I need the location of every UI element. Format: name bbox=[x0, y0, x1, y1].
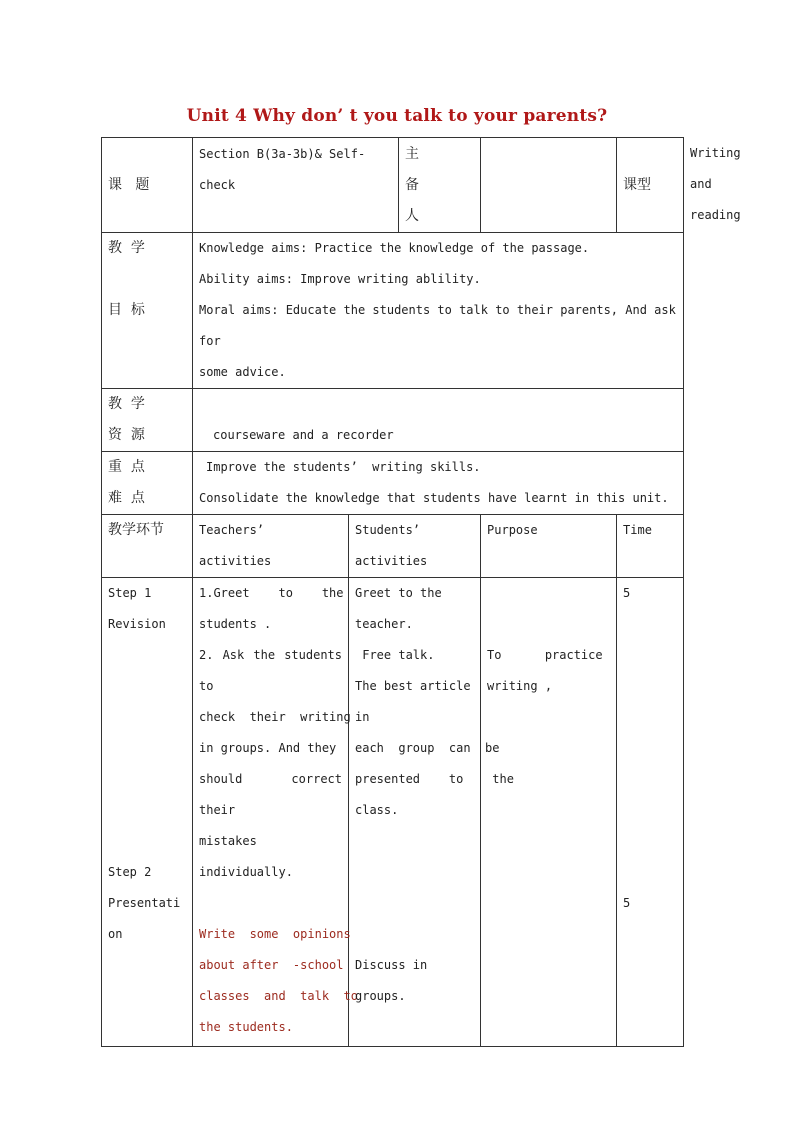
step-name-cell: Step 1 Revision Step 2 Presentati on bbox=[102, 578, 193, 1047]
resources-content bbox=[193, 389, 684, 452]
section-cell bbox=[193, 138, 399, 233]
col-header-purpose: Purpose bbox=[481, 515, 617, 578]
aims-label-cell: 教 学 目 标 bbox=[102, 233, 193, 389]
ability-aims: Ability aims: Improve writing ablility. bbox=[199, 272, 481, 286]
col-header-time: Time bbox=[617, 515, 684, 578]
moral-aims: Moral aims: Educate the students to talk to their parents, And ask for bbox=[199, 303, 676, 348]
teacher-activities-cell: 1.Greet to the students . 2. Ask the students to check their writing in groups. And they should correct their mistakes individually. Write some opinions about after -school classes and talk to the students. bbox=[193, 578, 349, 1047]
preparer-value bbox=[481, 138, 617, 233]
aims-content bbox=[193, 233, 684, 389]
keypoints-label-cell: 重 点 难 点 bbox=[102, 452, 193, 515]
resources-value: courseware and a recorder bbox=[213, 428, 394, 442]
col-header-teacher: Teachers’ activities bbox=[193, 515, 349, 578]
col-header-step: 教学环节 bbox=[102, 515, 193, 578]
resources-label-cell: 教 学 资 源 bbox=[102, 389, 193, 452]
student-activities-cell: Greet to the teacher. Free talk. The best article in each group can be presented to the class. Discuss in groups. bbox=[349, 578, 481, 1047]
topic-label: 课 题 bbox=[108, 176, 150, 193]
time-cell: 5 5 bbox=[617, 578, 684, 1047]
lesson-plan-table: 课 题 Section B(3a-3b)& Self-check 主 备 人 课型 Writing and reading 教 学 目 标 Knowledge aims: Practice the knowledge of the passage. Ability aims: Improve writing ablility. Moral aims: Educate the students to talk to their parents, And ask for some advice. 教 学 资 源 courseware and a recorder 重 点 难 点 Improve the students’ writing skills. Consolidate the knowledge that students have learnt in this unit. 教学环节 Teachers’ activities Students’ activities Purpose Time Step 1 Revision Step 2 Presentati on 1.Greet to the students . 2. Ask the students to check their writing in groups. And they should correct their mistakes individually. Write some opinions about after -school classes and talk to the students. Greet to the teacher. Free talk. The best article in each group can be presented to the class. Discuss in groups. To practice writing , 5 5 bbox=[101, 137, 684, 1047]
preparer-label-cell: 主 备 人 bbox=[399, 138, 481, 233]
topic-label-cell bbox=[102, 138, 193, 233]
section-value: Section B(3a-3b)& Self-check bbox=[199, 147, 366, 192]
document-title: Unit 4 Why don’ t you talk to your parents? bbox=[186, 106, 608, 126]
purpose-cell: To practice writing , bbox=[481, 578, 617, 1047]
type-label: 课型 bbox=[617, 138, 684, 233]
knowledge-aims: Knowledge aims: Practice the knowledge of the passage. bbox=[199, 241, 590, 255]
moral-aims-cont: some advice. bbox=[199, 365, 286, 379]
key-point-1: Improve the students’ writing skills. bbox=[206, 460, 481, 474]
keypoints-content bbox=[193, 452, 684, 515]
key-point-2: Consolidate the knowledge that students have learnt in this unit. bbox=[199, 491, 669, 505]
col-header-students: Students’ activities bbox=[349, 515, 481, 578]
